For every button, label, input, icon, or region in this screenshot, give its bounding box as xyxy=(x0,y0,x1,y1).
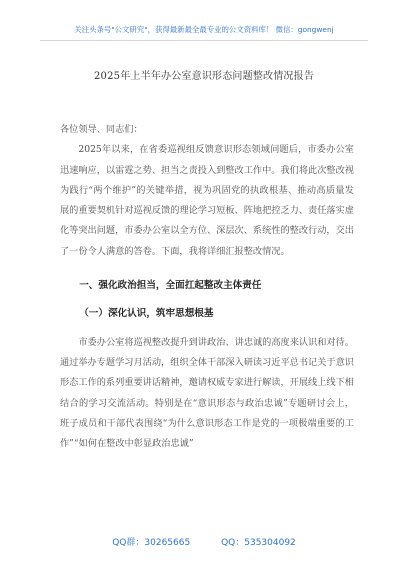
paragraph-intro: 2025年以来，在省委巡视组反馈意识形态领域问题后，市委办公室迅速响应，以雷霆之势、担当之责投入到整改工作中。我们将此次整改视为践行“两个维护”的关键举措，视为巩固党的执政根基、推动高质量发展的重要契机针对巡视反馈的理论学习短板、阵地把控乏力、责任落实虚化等突出问题，市委办公室以全方位、深层次、系统性的整改行动，交出了一份令人满意的答卷。下面，我将详细汇报整改情况。 xyxy=(60,144,354,257)
header-note: 关注头条号"公文研究"，获得最新最全最专业的公文资料库！ 微信：gongwenj xyxy=(74,25,334,34)
header-divider xyxy=(40,40,368,41)
section-heading: 一、强化政治担当，全面扛起整改主体责任 xyxy=(79,280,262,292)
footer-contact xyxy=(0,535,408,548)
footer-qq: QQ：535304092 xyxy=(221,538,296,548)
subsection-heading: （一）深化认识，筑牢思想根基 xyxy=(79,308,214,320)
document-body xyxy=(60,120,354,454)
paragraph-body: 市委办公室将巡视整改提升到讲政治、讲忠诚的高度来认识和对待。通过举办专题学习月活动，组织全体干部深入研读习近平总书记关于意识形态工作的系列重要讲话精神，邀请权威专家进行解读，开展线上线下相结合的学习交流活动。特别是在“意识形态与政治忠诚”专题研讨会上，班子成员和干部代表围绕“为什么意识形态工作是党的一项极端重要的工作”“如何在整改中彰显政治忠诚” xyxy=(60,336,355,450)
footer-qq-group: QQ群：30265665 xyxy=(112,538,191,548)
salutation: 各位领导、同志们： xyxy=(60,124,143,135)
document-title: 2025年上半年办公室意识形态问题整改情况报告 xyxy=(93,71,315,82)
